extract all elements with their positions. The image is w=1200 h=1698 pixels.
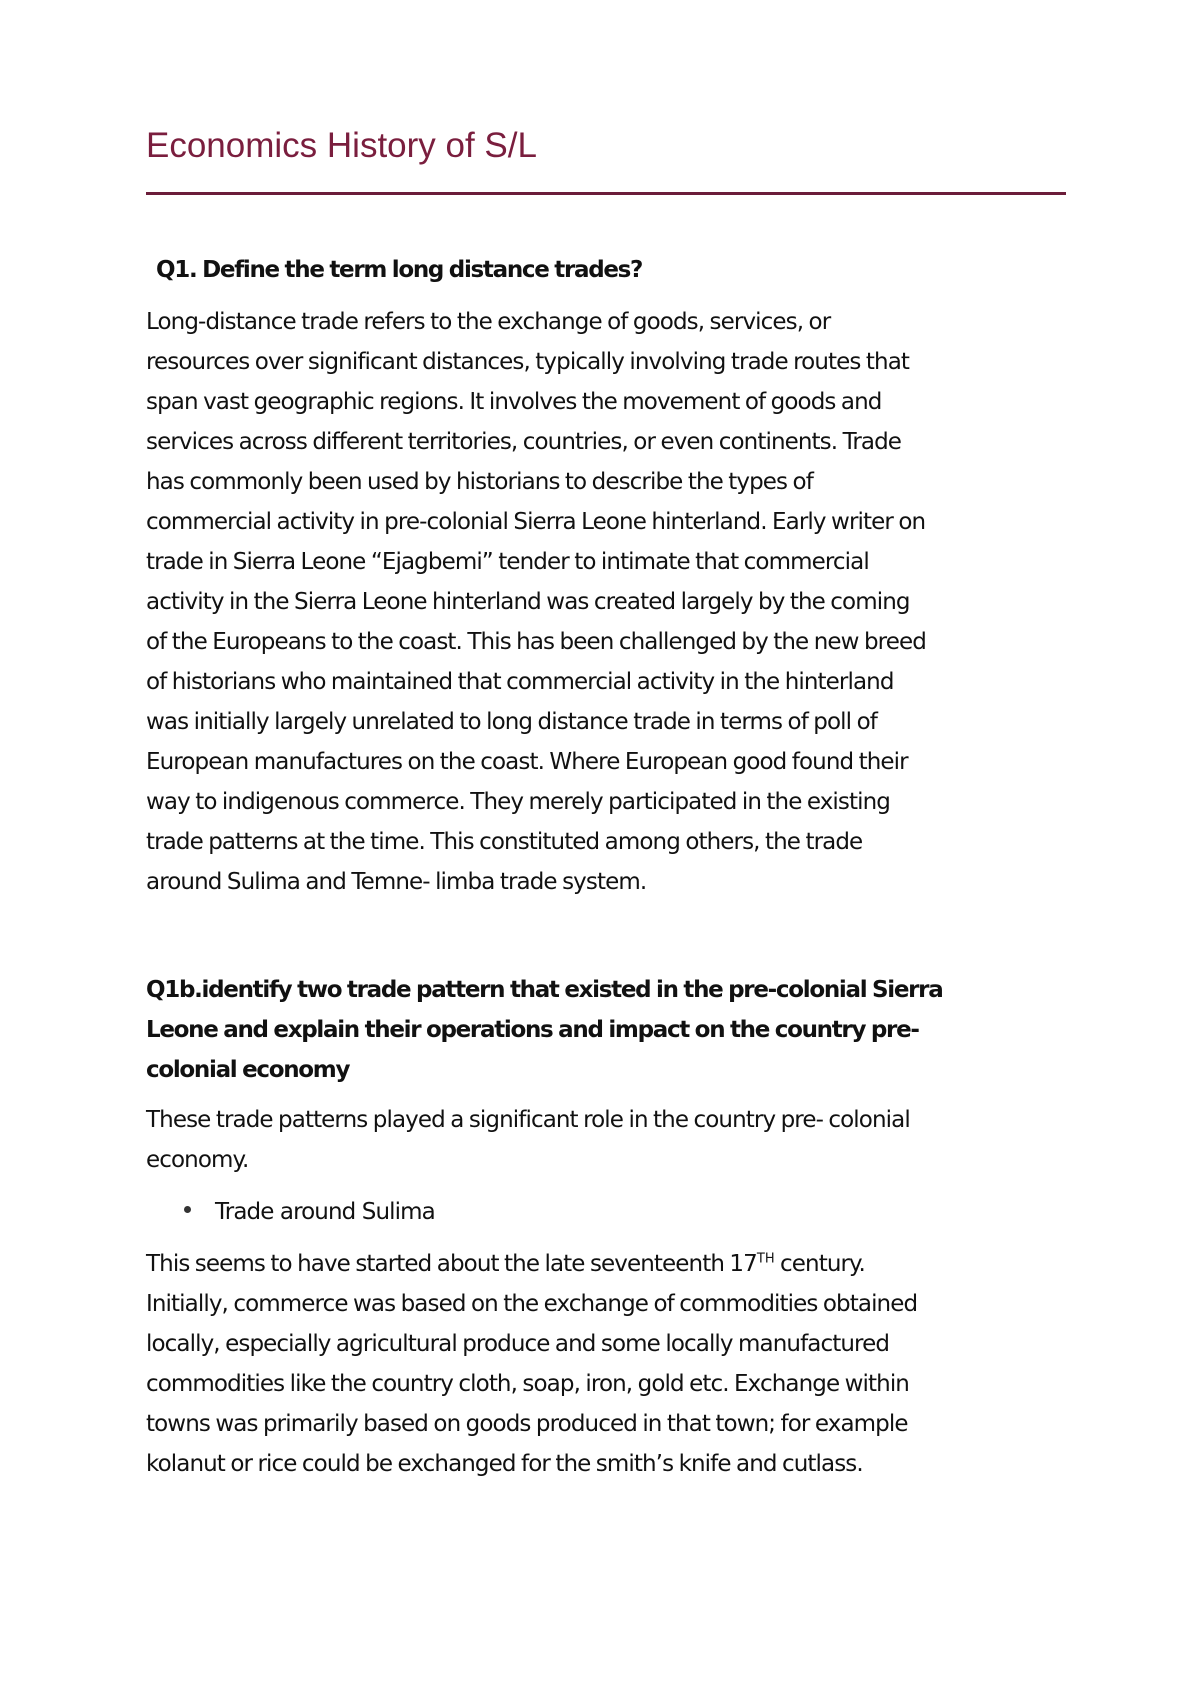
answer-line: activity in the Sierra Leone hinterland was created largely by the coming <box>146 589 910 615</box>
answer-line: was initially largely unrelated to long distance trade in terms of poll of <box>146 709 877 735</box>
heading-line: Leone and explain their operations and impact on the country pre- <box>146 1017 919 1043</box>
bullet-icon <box>184 1206 191 1213</box>
paragraph-line: locally, especially agricultural produce and some locally manufactured <box>146 1331 890 1357</box>
paragraph-line-start: This seems to have started about the late seventeenth 17 <box>146 1251 757 1277</box>
paragraph-line: kolanut or rice could be exchanged for the smith’s knife and cutlass. <box>146 1451 863 1477</box>
answer-line: services across different territories, countries, or even continents. Trade <box>146 429 902 455</box>
answer-line: commercial activity in pre-colonial Sierra Leone hinterland. Early writer on <box>146 509 926 535</box>
paragraph-line-end: century. <box>774 1251 865 1277</box>
sulima-paragraph <box>146 1244 1066 1484</box>
question-1-heading <box>156 250 1076 290</box>
intro-line: These trade patterns played a significant role in the country pre- colonial <box>146 1107 910 1133</box>
paragraph-line: towns was primarily based on goods produced in that town; for example <box>146 1411 908 1437</box>
paragraph-line <box>146 1244 1066 1284</box>
paragraph-line: commodities like the country cloth, soap, iron, gold etc. Exchange within <box>146 1371 909 1397</box>
question-1b-intro <box>146 1100 1066 1180</box>
heading-line: colonial economy <box>146 1057 350 1083</box>
answer-line: Long-distance trade refers to the exchange of goods, services, or <box>146 309 831 335</box>
question-1-heading-text: Q1. Define the term long distance trades? <box>156 257 643 283</box>
answer-line: way to indigenous commerce. They merely participated in the existing <box>146 789 890 815</box>
answer-line: of historians who maintained that commercial activity in the hinterland <box>146 669 894 695</box>
answer-line: European manufactures on the coast. Where European good found their <box>146 749 908 775</box>
bullet-item-sulima <box>184 1192 435 1232</box>
answer-line: around Sulima and Temne- limba trade system. <box>146 869 647 895</box>
bullet-label: Trade around Sulima <box>215 1199 435 1225</box>
answer-line: has commonly been used by historians to describe the types of <box>146 469 813 495</box>
paragraph-line: Initially, commerce was based on the exchange of commodities obtained <box>146 1291 918 1317</box>
answer-line: trade patterns at the time. This constituted among others, the trade <box>146 829 863 855</box>
superscript-th: TH <box>756 1251 775 1267</box>
answer-line: resources over significant distances, typically involving trade routes that <box>146 349 910 375</box>
answer-line: span vast geographic regions. It involves the movement of goods and <box>146 389 882 415</box>
question-1b-heading <box>146 970 1066 1090</box>
page-title: Economics History of S/L <box>146 126 537 165</box>
heading-line: Q1b.identify two trade pattern that existed in the pre-colonial Sierra <box>146 977 943 1003</box>
answer-line: of the Europeans to the coast. This has been challenged by the new breed <box>146 629 926 655</box>
title-divider <box>146 192 1066 195</box>
answer-line: trade in Sierra Leone “Ejagbemi” tender to intimate that commercial <box>146 549 869 575</box>
intro-line: economy. <box>146 1147 249 1173</box>
question-1-answer <box>146 302 1066 902</box>
